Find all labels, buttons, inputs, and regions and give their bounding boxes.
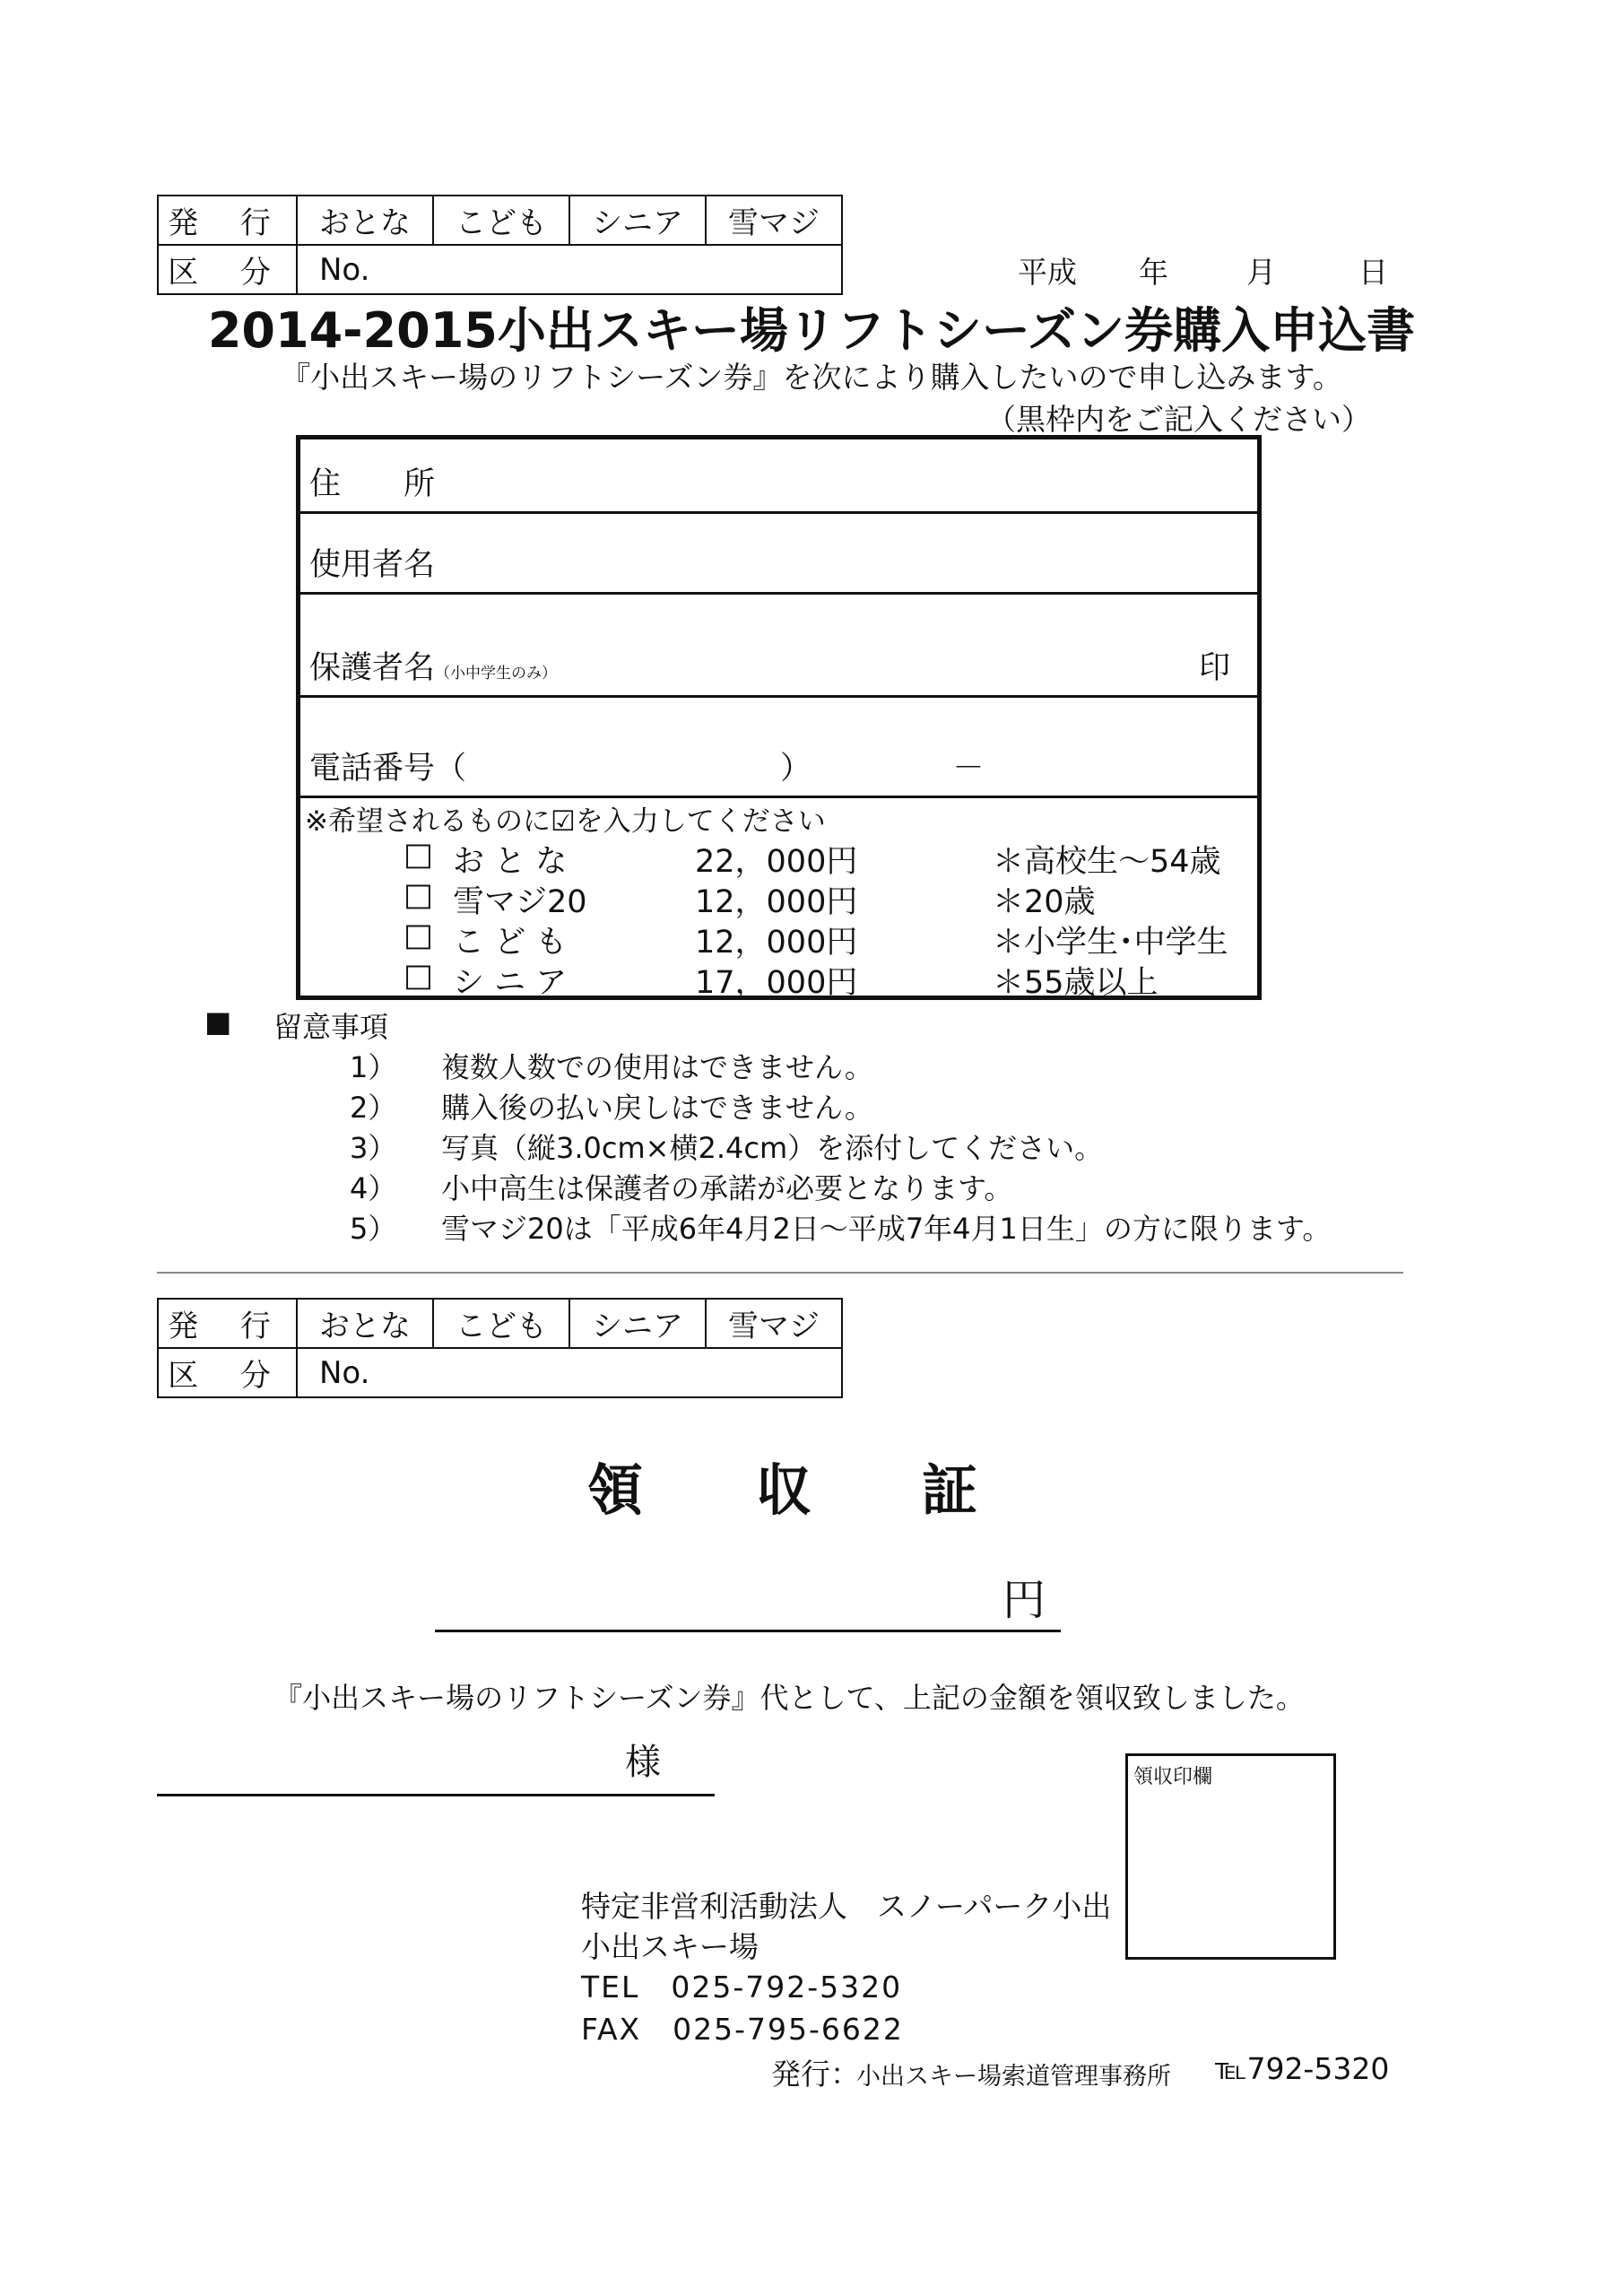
checkbox-adult[interactable]: □: [404, 837, 434, 873]
guardian-label-text: 保護者名: [309, 650, 436, 686]
option-name-child: こ ど も: [453, 925, 568, 961]
note-number: 5）: [350, 1212, 397, 1246]
option-price-senior: 17，000円: [695, 965, 858, 1001]
date-day: 日: [1358, 255, 1388, 290]
issue-header-senior: シニア: [569, 196, 706, 245]
issue-header-child: こども: [433, 196, 569, 245]
phone-label: 電話番号（ ） －: [309, 751, 985, 787]
option-price-adult: 22，000円: [695, 844, 858, 880]
issue-row-label: 区 分: [158, 245, 297, 294]
issue-row-label: 区 分: [158, 1348, 297, 1397]
issue-table-top: [157, 195, 843, 295]
option-name-yukimaji: 雪マジ20: [453, 884, 587, 920]
option-note-yukimaji: ＊20歳: [993, 884, 1096, 920]
page-subtitle: 『小出スキー場のリフトシーズン券』を次により購入したいので申し込みます。: [281, 360, 1342, 395]
yen-label: 円: [1002, 1575, 1046, 1625]
note-text: 写真（縦3.0cm×横2.4cm）を添付してください。: [441, 1131, 1104, 1165]
issuer-fax: FAX 025-795-6622: [581, 2012, 904, 2047]
receipt-title-char: 証: [922, 1457, 978, 1523]
stamp-box: [1125, 1753, 1336, 1960]
note-text: 複数人数での使用はできません。: [441, 1050, 873, 1084]
date-era: 平成: [1018, 255, 1077, 290]
seal-mark: 印: [1198, 650, 1230, 686]
note-text: 雪マジ20は「平成6年4月2日～平成7年4月1日生」の方に限ります。: [441, 1212, 1332, 1246]
guardian-row[interactable]: [300, 595, 1257, 698]
option-note-child: ＊小学生･中学生: [993, 925, 1228, 961]
phone-row[interactable]: [300, 698, 1257, 798]
receipt-statement: 『小出スキー場のリフトシーズン券』代として、上記の金額を領収致しました。: [273, 1681, 1305, 1715]
option-note-adult: ＊高校生～54歳: [993, 844, 1221, 880]
issue-number-field[interactable]: No.: [297, 245, 842, 294]
issue-header-label: 発 行: [158, 1299, 297, 1348]
issuer-place: 小出スキー場: [581, 1929, 759, 1964]
user-name-row[interactable]: [300, 514, 1257, 595]
application-form: [296, 435, 1262, 1000]
address-row[interactable]: [300, 439, 1257, 514]
footer-tel: ℡792-5320: [1215, 2051, 1390, 2086]
address-label: 住 所: [309, 466, 436, 502]
issue-header-child: こども: [433, 1299, 569, 1348]
check-instruction: ※希望されるものに☑を入力してください: [305, 805, 826, 838]
issue-header-yukimaji: 雪マジ: [706, 1299, 842, 1348]
amount-line[interactable]: [435, 1630, 1061, 1632]
date-year: 年: [1139, 255, 1168, 290]
notes-bullet: ■: [204, 1004, 232, 1039]
notes-heading: 留意事項: [273, 1010, 389, 1044]
checkbox-senior[interactable]: □: [404, 958, 434, 994]
option-name-adult: お と な: [453, 844, 568, 880]
footer-office: 小出スキー場索道管理事務所: [856, 2063, 1171, 2091]
issue-header-yukimaji: 雪マジ: [706, 196, 842, 245]
option-note-senior: ＊55歳以上: [993, 965, 1159, 1001]
option-name-senior: シ ニ ア: [453, 965, 568, 1001]
guardian-label: [309, 643, 557, 688]
honorific-sama: 様: [625, 1742, 661, 1783]
note-text: 小中高生は保護者の承諾が必要となります。: [441, 1171, 1013, 1205]
issuer-tel: TEL 025-792-5320: [581, 1970, 903, 2005]
date-month: 月: [1246, 255, 1276, 290]
issue-header-senior: シニア: [569, 1299, 706, 1348]
issue-header-adult: おとな: [297, 1299, 433, 1348]
stamp-label: 領収印欄: [1133, 1766, 1213, 1788]
issuer-org: 特定非営利活動法人 スノーパーク小出: [581, 1889, 1112, 1924]
option-price-yukimaji: 12，000円: [695, 884, 858, 920]
receipt-title-char: 収: [756, 1457, 812, 1523]
note-text: 購入後の払い戻しはできません。: [441, 1091, 873, 1125]
issue-header-adult: おとな: [297, 196, 433, 245]
receipt-title-char: 領: [587, 1457, 644, 1523]
form-instruction: （黒枠内をご記入ください）: [986, 402, 1371, 437]
issue-header-label: 発 行: [158, 196, 297, 245]
footer-label: 発行：: [771, 2057, 860, 2092]
note-number: 1）: [350, 1050, 397, 1084]
user-name-label: 使用者名: [309, 547, 436, 583]
option-price-child: 12，000円: [695, 925, 858, 961]
checkbox-yukimaji[interactable]: □: [404, 877, 434, 913]
recipient-line[interactable]: [157, 1794, 715, 1796]
note-number: 4）: [350, 1171, 397, 1205]
issue-table-bottom: [157, 1298, 843, 1398]
section-divider: [157, 1272, 1403, 1274]
issue-number-field[interactable]: No.: [297, 1348, 842, 1397]
guardian-note: （小中学生のみ）: [435, 665, 558, 683]
page-title: 2014-2015小出スキー場リフトシーズン券購入申込書: [207, 302, 1416, 359]
note-number: 2）: [350, 1091, 397, 1125]
note-number: 3）: [350, 1131, 397, 1165]
checkbox-child[interactable]: □: [404, 918, 434, 953]
